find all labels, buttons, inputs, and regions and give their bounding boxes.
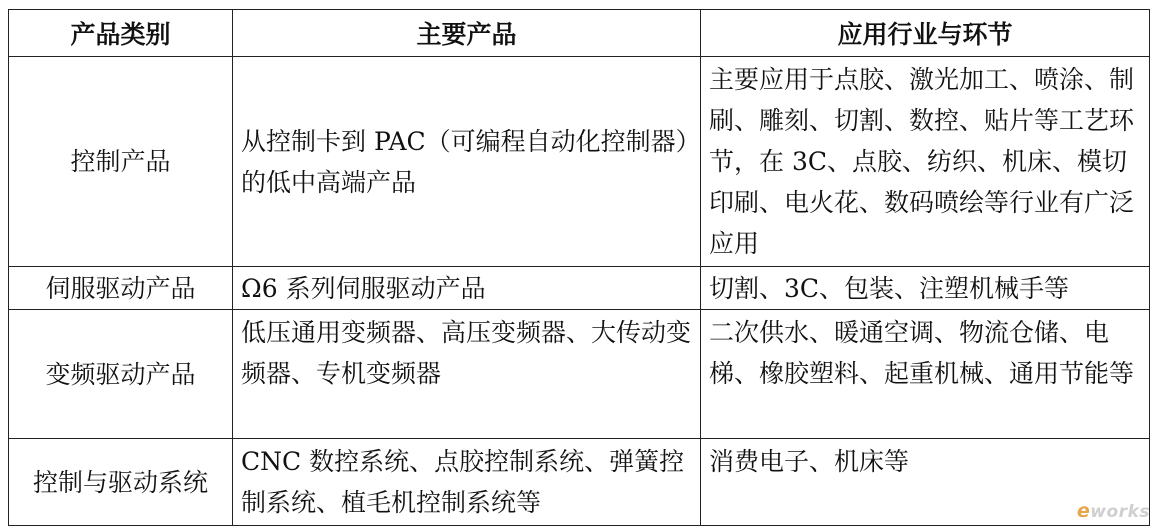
applications-cell: 二次供水、暖通空调、物流仓储、电梯、橡胶塑料、起重机械、通用节能等 bbox=[701, 310, 1150, 439]
header-applications: 应用行业与环节 bbox=[701, 10, 1150, 57]
products-cell: Ω6 系列伺服驱动产品 bbox=[233, 267, 701, 310]
applications-cell: 切割、3C、包装、注塑机械手等 bbox=[701, 267, 1150, 310]
table-row bbox=[9, 310, 1150, 439]
header-category: 产品类别 bbox=[9, 10, 233, 57]
applications-cell: 消费电子、机床等 bbox=[701, 439, 1150, 526]
table-row bbox=[9, 57, 1150, 267]
table-row bbox=[9, 267, 1150, 310]
eworks-watermark-logo: eworks bbox=[1076, 500, 1150, 522]
header-products: 主要产品 bbox=[233, 10, 701, 57]
category-cell: 控制与驱动系统 bbox=[9, 439, 233, 526]
table-row bbox=[9, 439, 1150, 526]
products-cell: CNC 数控系统、点胶控制系统、弹簧控制系统、植毛机控制系统等 bbox=[233, 439, 701, 526]
category-cell: 变频驱动产品 bbox=[9, 310, 233, 439]
product-table bbox=[8, 9, 1150, 526]
applications-cell: 主要应用于点胶、激光加工、喷涂、制刷、雕刻、切割、数控、贴片等工艺环节，在 3C、点胶、纺织、机床、模切印刷、电火花、数码喷绘等行业有广泛应用 bbox=[701, 57, 1150, 267]
category-cell: 伺服驱动产品 bbox=[9, 267, 233, 310]
table-header-row bbox=[9, 10, 1150, 57]
category-cell: 控制产品 bbox=[9, 57, 233, 267]
products-cell: 从控制卡到 PAC（可编程自动化控制器）的低中高端产品 bbox=[233, 57, 701, 267]
products-cell: 低压通用变频器、高压变频器、大传动变频器、专机变频器 bbox=[233, 310, 701, 439]
